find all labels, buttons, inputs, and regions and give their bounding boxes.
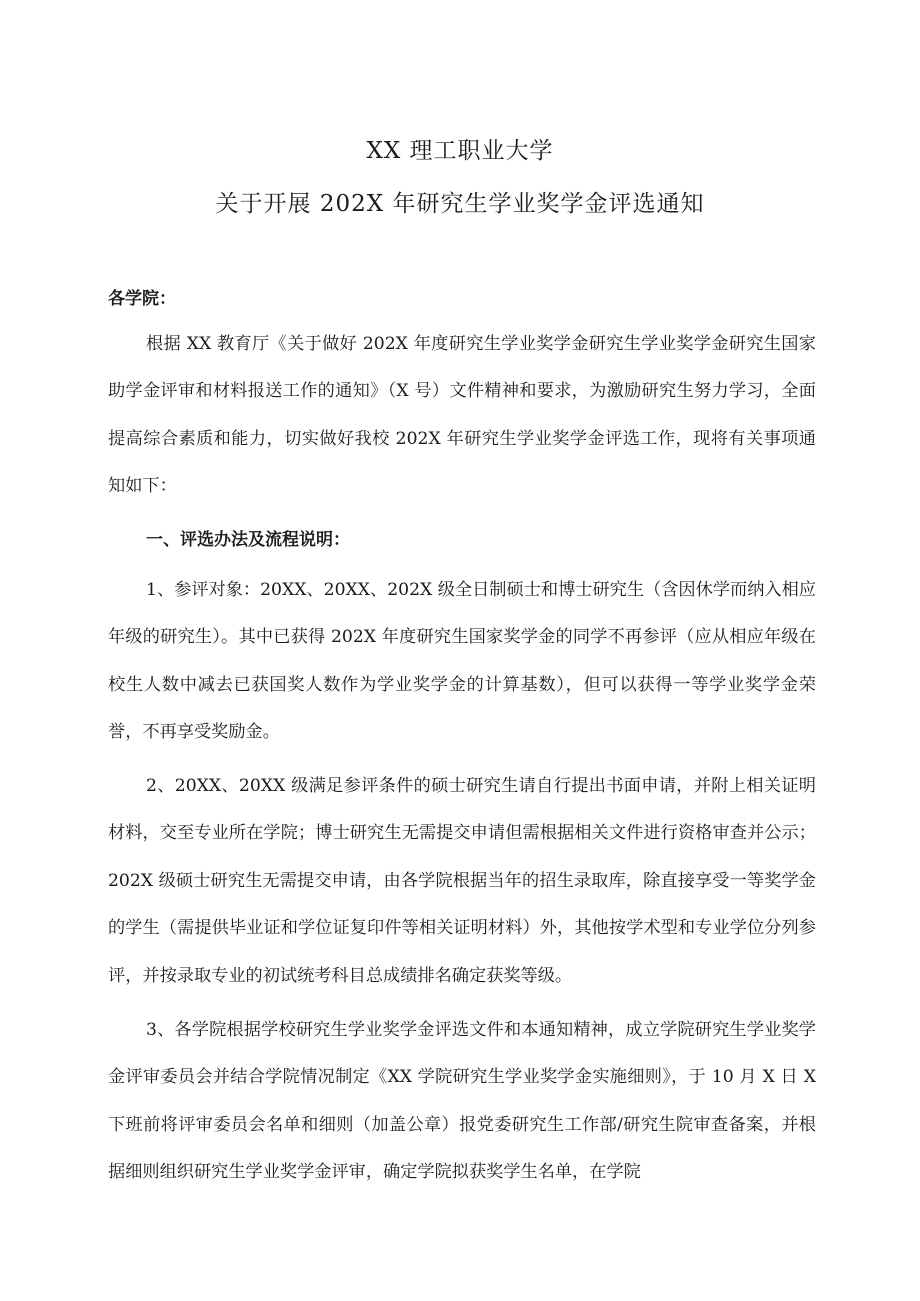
intro-paragraph: 根据 XX 教育厅《关于做好 202X 年度研究生学业奖学金研究生学业奖学金研究生国家助学金评审和材料报送工作的通知》（X 号）文件精神和要求，为激励研究生努力学习，全面提高综合素质和能力，切实做好我校 202X 年研究生学业奖学金评选工作，现将有关事项通知如下： [108, 334, 816, 497]
list-item-college-committee: 3、各学院根据学校研究生学业奖学金评选文件和本通知精神，成立学院研究生学业奖学金评审委员会并结合学院情况制定《XX 学院研究生学业奖学金实施细则》，于 10 月 X 日 X 下班前将评审委员会名单和细则（加盖公章）报党委研究生工作部/研究生院审查备案，并根据细则组织研究生学业奖学金评审，确定学院拟获奖学生名单，在学院 [108, 1020, 816, 1183]
document-title-notice: 关于开展 202X 年研究生学业奖学金评选通知 [215, 191, 705, 217]
section-heading-evaluation-process: 一、评选办法及流程说明： [146, 530, 350, 550]
list-item-eligibility: 1、参评对象：20XX、20XX、202X 级全日制硕士和博士研究生（含因休学而纳入相应年级的研究生）。其中已获得 202X 年度研究生国家奖学金的同学不再参评（应从相应年级在校生人数中减去已获国奖人数作为学业奖学金的计算基数），但可以获得一等学业奖学金荣誉，不再享受奖励金。 [108, 580, 816, 743]
salutation: 各学院： [108, 289, 176, 309]
list-item-application: 2、20XX、20XX 级满足参评条件的硕士研究生请自行提出书面申请，并附上相关证明材料，交至专业所在学院；博士研究生无需提交申请但需根据相关文件进行资格审查并公示；202X 级硕士研究生无需提交申请，由各学院根据当年的招生录取库，除直接享受一等奖学金的学生（需提供毕业证和学位证复印件等相关证明材料）外，其他按学术型和专业学位分列参评，并按录取专业的初试统考科目总成绩排名确定获奖等级。 [108, 776, 816, 986]
document-title-university: XX 理工职业大学 [366, 138, 554, 164]
